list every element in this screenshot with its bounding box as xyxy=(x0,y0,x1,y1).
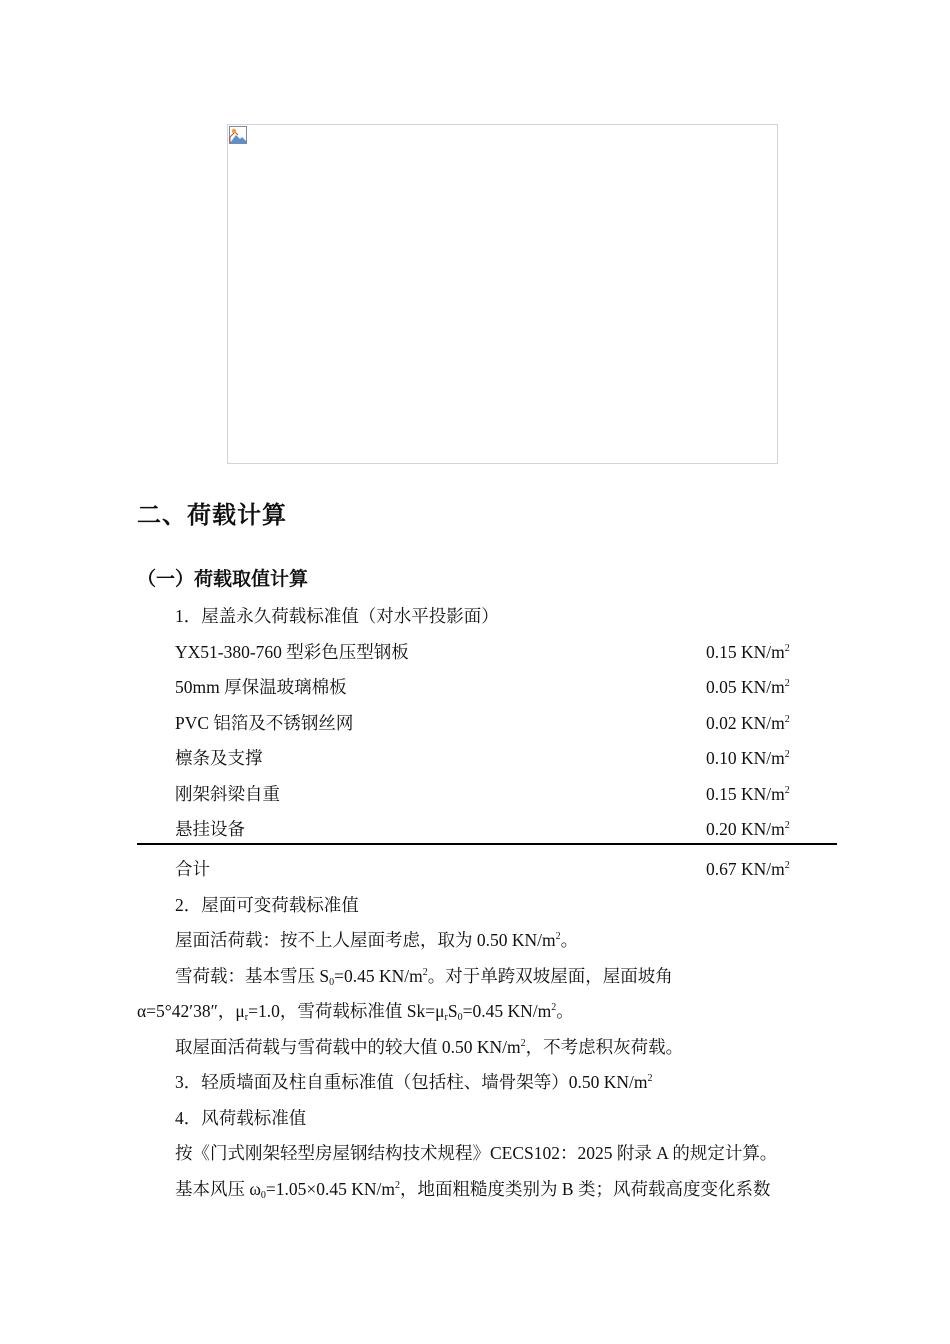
item2-title: 2．屋面可变荷载标准值 xyxy=(175,895,359,915)
total-label: 合计 xyxy=(175,859,210,879)
item3-text: 3．轻质墙面及柱自重标准值（包括柱、墙骨架等）0.50 $KN/m^2$ xyxy=(175,1072,653,1092)
snow-load-continued: α=5°42′38″，$\mu_r=1.0$，雪荷载标准值 $Sk=\mu_rS_0=0.45$ $KN/m^2$。 xyxy=(137,1001,574,1023)
load-label: YX51-380-760 型彩色压型钢板 xyxy=(175,642,409,662)
load-label: 50mm 厚保温玻璃棉板 xyxy=(175,677,347,697)
wind-pressure-text: 基本风压 $\omega_0=1.05\times 0.45$ $KN/m^2$，地面粗糙度类别为 B 类；风荷载高度变化系数 xyxy=(175,1179,771,1201)
load-label: 檩条及支撑 xyxy=(175,748,263,768)
load-value: 0.02 $KN/m^2$ xyxy=(706,713,790,733)
subsection-heading: （一）荷载取值计算 xyxy=(137,568,309,590)
load-value: 0.15 $KN/m^2$ xyxy=(706,642,790,662)
total-divider xyxy=(137,843,837,845)
max-load-text: 取屋面活荷载与雪荷载中的较大值 0.50 $KN/m^2$，不考虑积灰荷载。 xyxy=(175,1037,684,1057)
load-value: 0.20 $KN/m^2$ xyxy=(706,819,790,839)
load-label: 刚架斜梁自重 xyxy=(175,784,280,804)
wind-code-text: 按《门式刚架轻型房屋钢结构技术规程》CECS102：2025 附录 A 的规定计算。 xyxy=(175,1143,778,1163)
load-value: 0.10 $KN/m^2$ xyxy=(706,748,790,768)
load-value: 0.05 $KN/m^2$ xyxy=(706,677,790,697)
image-placeholder xyxy=(227,124,778,464)
item1-title: 1．屋盖永久荷载标准值（对水平投影面） xyxy=(175,606,499,626)
total-value: 0.67 $KN/m^2$ xyxy=(706,859,790,879)
load-label: 悬挂设备 xyxy=(175,819,245,839)
item4-title: 4．风荷载标准值 xyxy=(175,1108,307,1128)
roof-live-load-text: 屋面活荷载：按不上人屋面考虑，取为 0.50 $KN/m^2$。 xyxy=(175,930,579,950)
section-heading: 二、荷载计算 xyxy=(137,500,287,529)
snow-load-text: 雪荷载：基本雪压 $S_0=0.45$ $KN/m^2$。对于单跨双坡屋面，屋面坡角 xyxy=(175,966,673,988)
broken-image-icon xyxy=(229,126,247,144)
load-value: 0.15 $KN/m^2$ xyxy=(706,784,790,804)
load-label: PVC 铝箔及不锈钢丝网 xyxy=(175,713,354,733)
